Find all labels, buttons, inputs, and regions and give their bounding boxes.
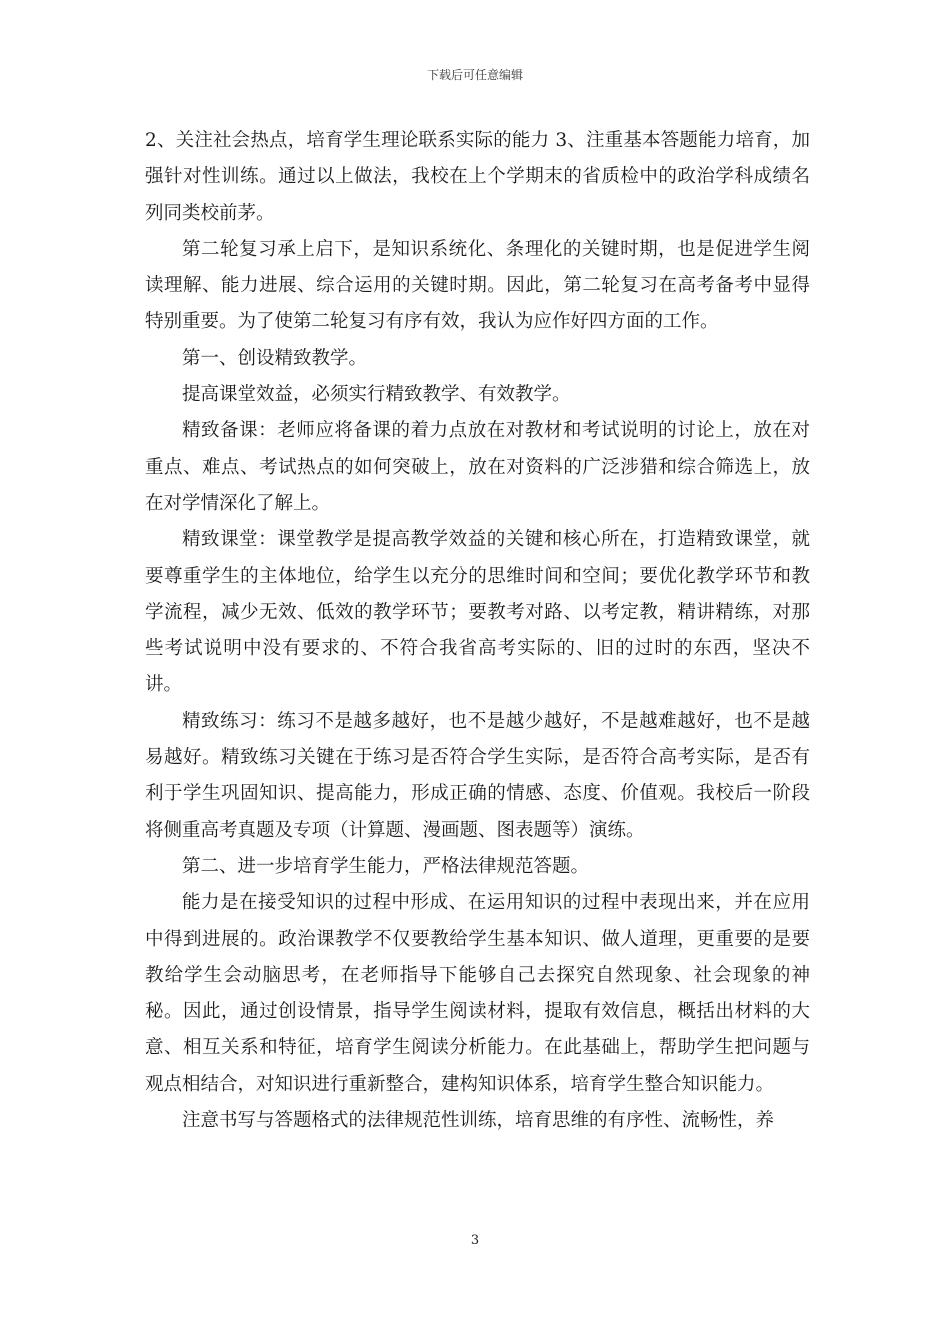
paragraph-8: 第二、进一步培育学生能力，严格法律规范答题。 (182, 855, 590, 877)
page-number: 3 (470, 1233, 480, 1248)
paragraph-1: 2、关注社会热点，培育学生理论联系实际的能力 3、注重基本答题能力培育，加强针对性训练。通过以上做法，我校在上个学期末的省质检中的政治学科成绩名列同类校前茅。 (145, 130, 810, 224)
document-body (145, 123, 810, 1139)
paragraph-5: 精致备课：老师应将备课的着力点放在对教材和考试说明的讨论上，放在对重点、难点、考试热点的如何突破上，放在对资料的广泛涉猎和综合筛选上，放在对学情深化了解上。 (145, 420, 810, 514)
paragraph-2: 第二轮复习承上启下，是知识系统化、条理化的关键时期，也是促进学生阅读理解、能力进展、综合运用的关键时期。因此，第二轮复习在高考备考中显得特别重要。为了使第二轮复习有序有效，我认为应作好四方面的工作。 (145, 238, 810, 333)
page-header: 下载后可任意编辑 (426, 68, 523, 82)
paragraph-4: 提高课堂效益，必须实行精致教学、有效教学。 (182, 384, 571, 406)
paragraph-3: 第一、创设精致教学。 (182, 347, 368, 369)
paragraph-6: 精致课堂：课堂教学是提高教学效益的关键和核心所在，打造精致课堂，就要尊重学生的主体地位，给学生以充分的思维时间和空间；要优化教学环节和教学流程，减少无效、低效的教学环节；要教考对路、以考定教，精讲精练，对那些考试说明中没有要求的、不符合我省高考实际的、旧的过时的东西，坚决不讲。 (145, 529, 810, 696)
paragraph-7: 精致练习：练习不是越多越好，也不是越少越好，不是越难越好，也不是越易越好。精致练习关键在于练习是否符合学生实际，是否符合高考实际，是否有利于学生巩固知识、提高能力，形成正确的情感、态度、价值观。我校后一阶段将侧重高考真题及专项（计算题、漫画题、图表题等）演练。 (145, 710, 810, 841)
paragraph-9: 能力是在接受知识的过程中形成、在运用知识的过程中表现出来，并在应用中得到进展的。政治课教学不仅要教给学生基本知识、做人道理，更重要的是要教给学生会动脑思考，在老师指导下能够自己去探究自然现象、社会现象的神秘。因此，通过创设情景，指导学生阅读材料，提取有效信息，概括出材料的大意、相互关系和特征，培育学生阅读分析能力。在此基础上，帮助学生把问题与观点相结合，对知识进行重新整合，建构知识体系，培育学生整合知识能力。 (145, 892, 810, 1095)
paragraph-10: 注意书写与答题格式的法律规范性训练，培育思维的有序性、流畅性，养 (182, 1110, 775, 1132)
